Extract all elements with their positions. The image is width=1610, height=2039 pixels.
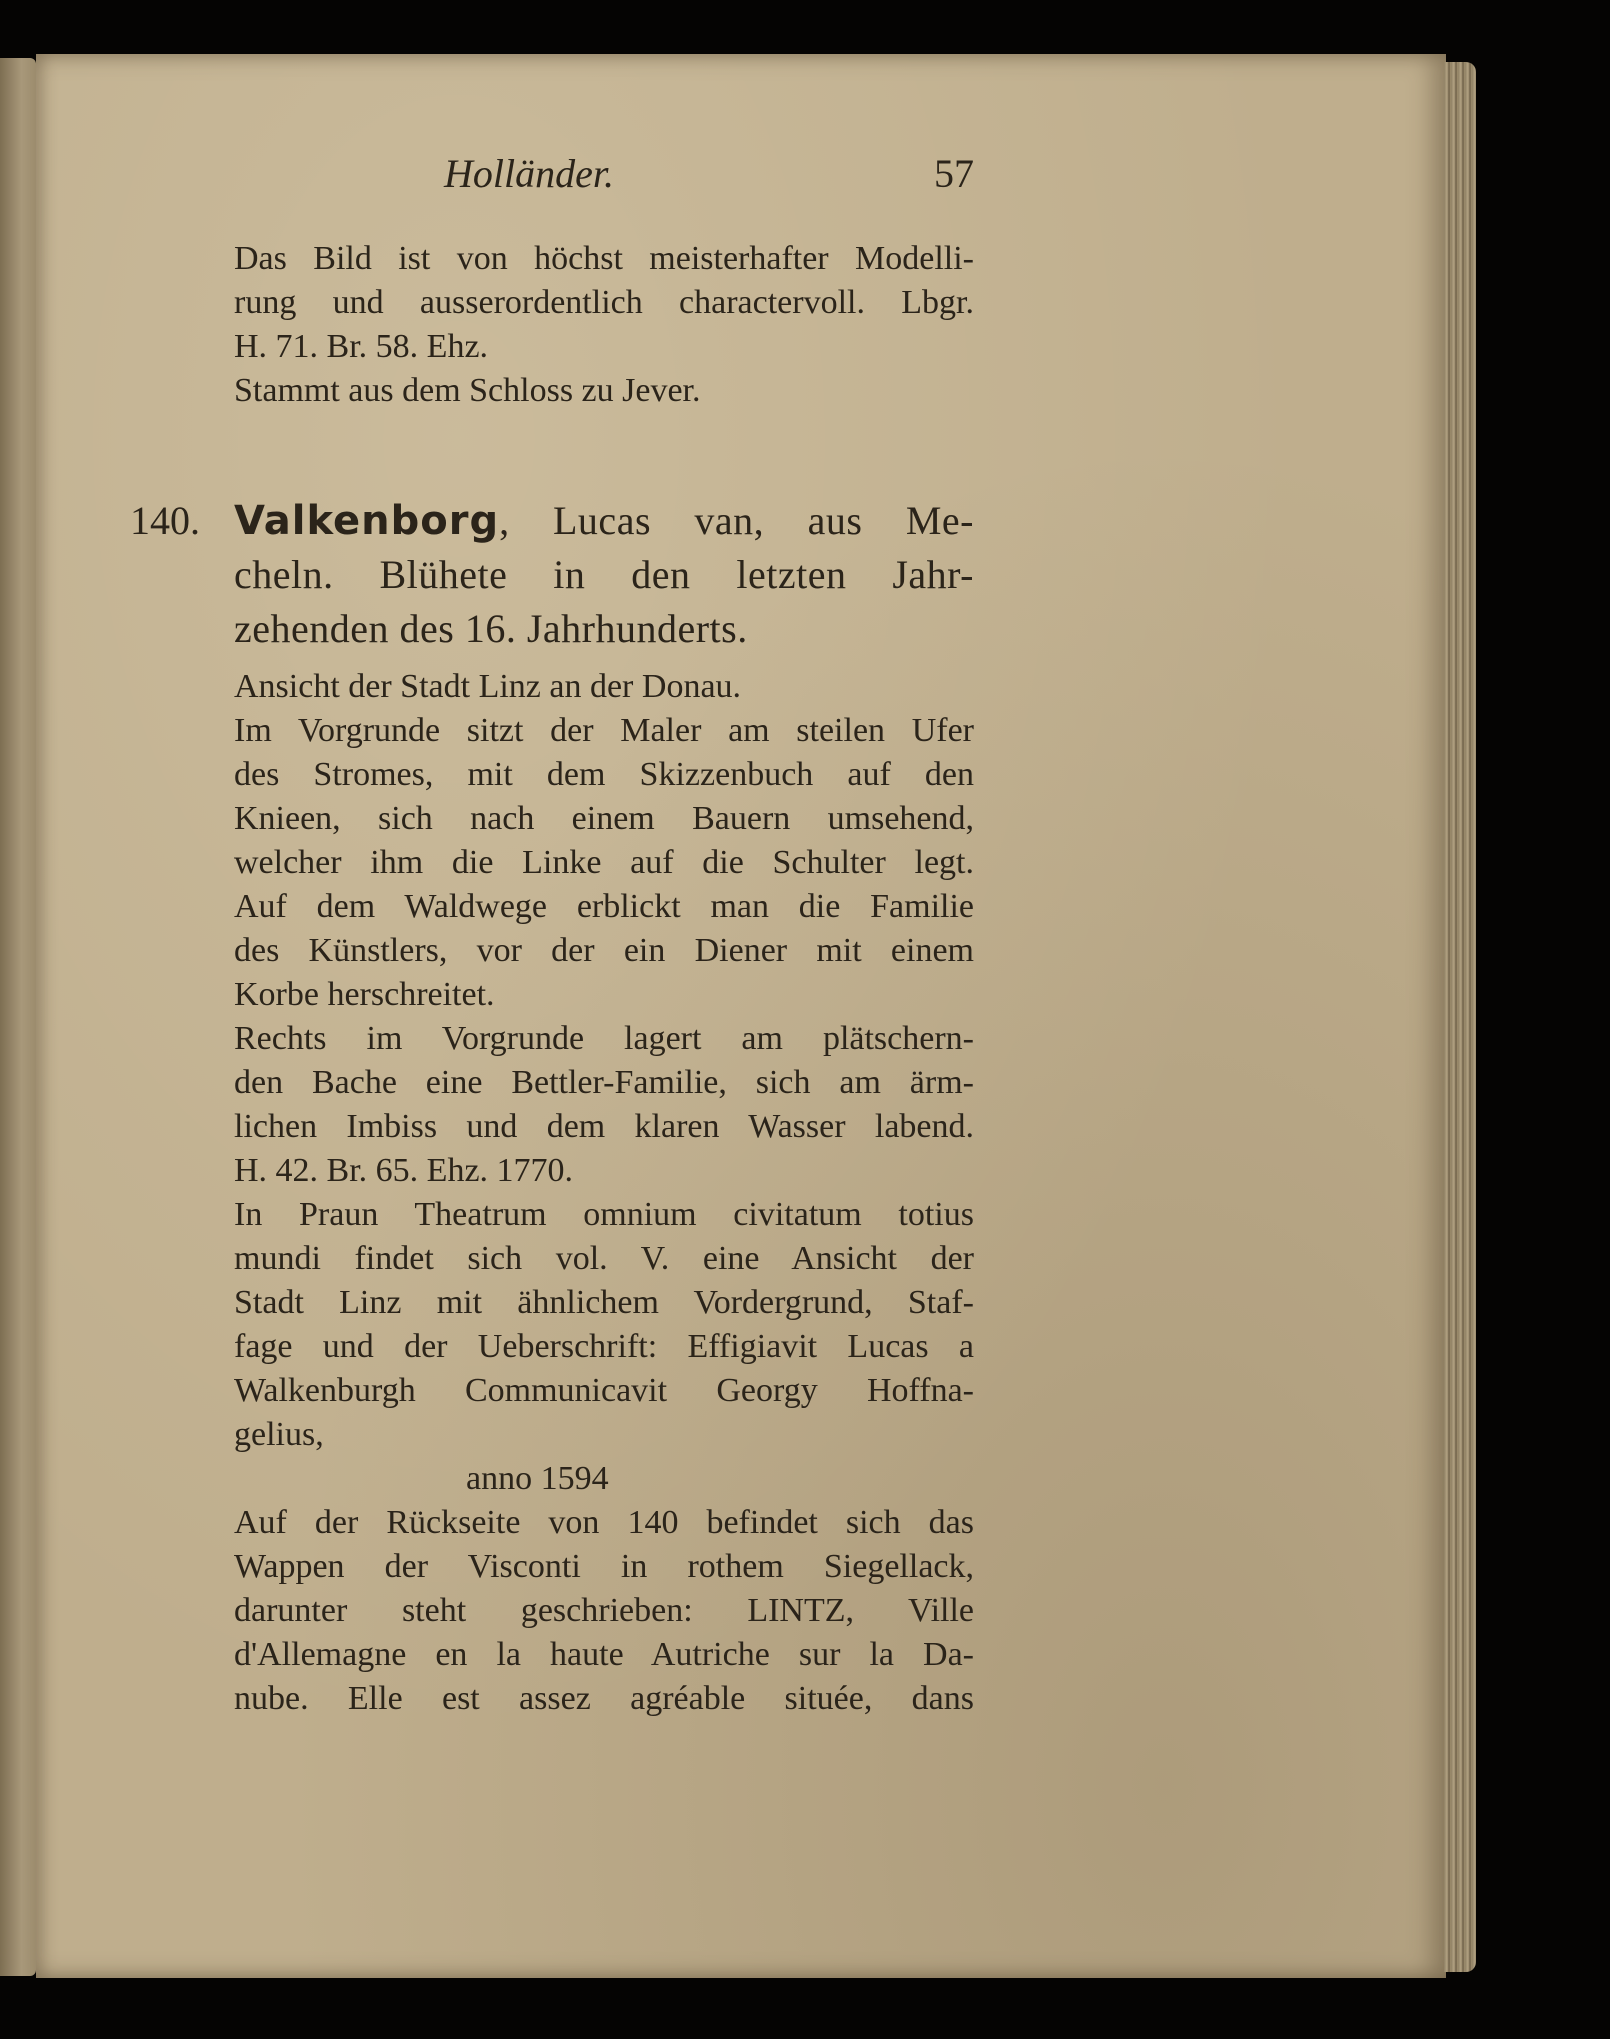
text-line: In Praun Theatrum omnium civitatum totius	[234, 1196, 974, 1233]
text-line: den Bache eine Bettler-Familie, sich am ärm-	[234, 1064, 974, 1101]
artist-name: Valkenborg	[234, 498, 500, 544]
text-line: Stammt aus dem Schloss zu Jever.	[234, 372, 701, 409]
text-line: Ansicht der Stadt Linz an der Donau.	[234, 668, 742, 705]
text-line: lichen Imbiss und dem klaren Wasser labend.	[234, 1108, 974, 1145]
text-line: d'Allemagne en la haute Autriche sur la Da-	[234, 1636, 974, 1673]
text-line: H. 42. Br. 65. Ehz. 1770.	[234, 1152, 574, 1189]
text-line: gelius,	[234, 1416, 324, 1453]
heading-line: cheln. Blühete in den letzten Jahr-	[234, 552, 974, 597]
text-line: rung und ausserordentlich charactervoll. Lbgr.	[234, 284, 974, 321]
entry-heading-lines	[234, 494, 974, 656]
text-line: Wappen der Visconti in rothem Siegellack,	[234, 1548, 974, 1585]
text-line: mundi findet sich vol. V. eine Ansicht der	[234, 1240, 974, 1277]
artist-details: , Lucas van, aus Me-	[499, 498, 974, 543]
text-line: anno 1594	[466, 1460, 609, 1497]
text-line: fage und der Ueberschrift: Effigiavit Lucas a	[234, 1328, 974, 1365]
running-head	[234, 150, 974, 210]
text-line: Rechts im Vorgrunde lagert am plätschern-	[234, 1020, 974, 1057]
heading-line: zehenden des 16. Jahrhunderts.	[234, 606, 748, 651]
text-line: des Stromes, mit dem Skizzenbuch auf den	[234, 756, 974, 793]
page-stack-edge	[1444, 62, 1476, 1972]
text-line: nube. Elle est assez agréable située, dans	[234, 1680, 974, 1717]
running-head-title: Holländer.	[444, 151, 614, 196]
facing-page-edge	[0, 58, 36, 1976]
page-number: 57	[934, 151, 974, 196]
text-line: welcher ihm die Linke auf die Schulter legt.	[234, 844, 974, 881]
continuation-paragraph	[234, 237, 974, 413]
text-line: Das Bild ist von höchst meisterhafter Modelli-	[234, 240, 974, 277]
text-line: H. 71. Br. 58. Ehz.	[234, 328, 489, 365]
entry-number: 140.	[130, 498, 200, 543]
text-line: Walkenburgh Communicavit Georgy Hoffna-	[234, 1372, 974, 1409]
heading-line	[234, 494, 974, 548]
entry-description	[234, 665, 974, 1721]
text-line: des Künstlers, vor der ein Diener mit einem	[234, 932, 974, 969]
text-line: darunter steht geschrieben: LINTZ, Ville	[234, 1592, 974, 1629]
text-line: Korbe herschreitet.	[234, 976, 495, 1013]
text-line: Auf dem Waldwege erblickt man die Familie	[234, 888, 974, 925]
text-line: Im Vorgrunde sitzt der Maler am steilen Ufer	[234, 712, 974, 749]
text-line: Stadt Linz mit ähnlichem Vordergrund, Staf-	[234, 1284, 974, 1321]
text-line: Knieen, sich nach einem Bauern umsehend,	[234, 800, 974, 837]
text-line: Auf der Rückseite von 140 befindet sich das	[234, 1504, 974, 1541]
